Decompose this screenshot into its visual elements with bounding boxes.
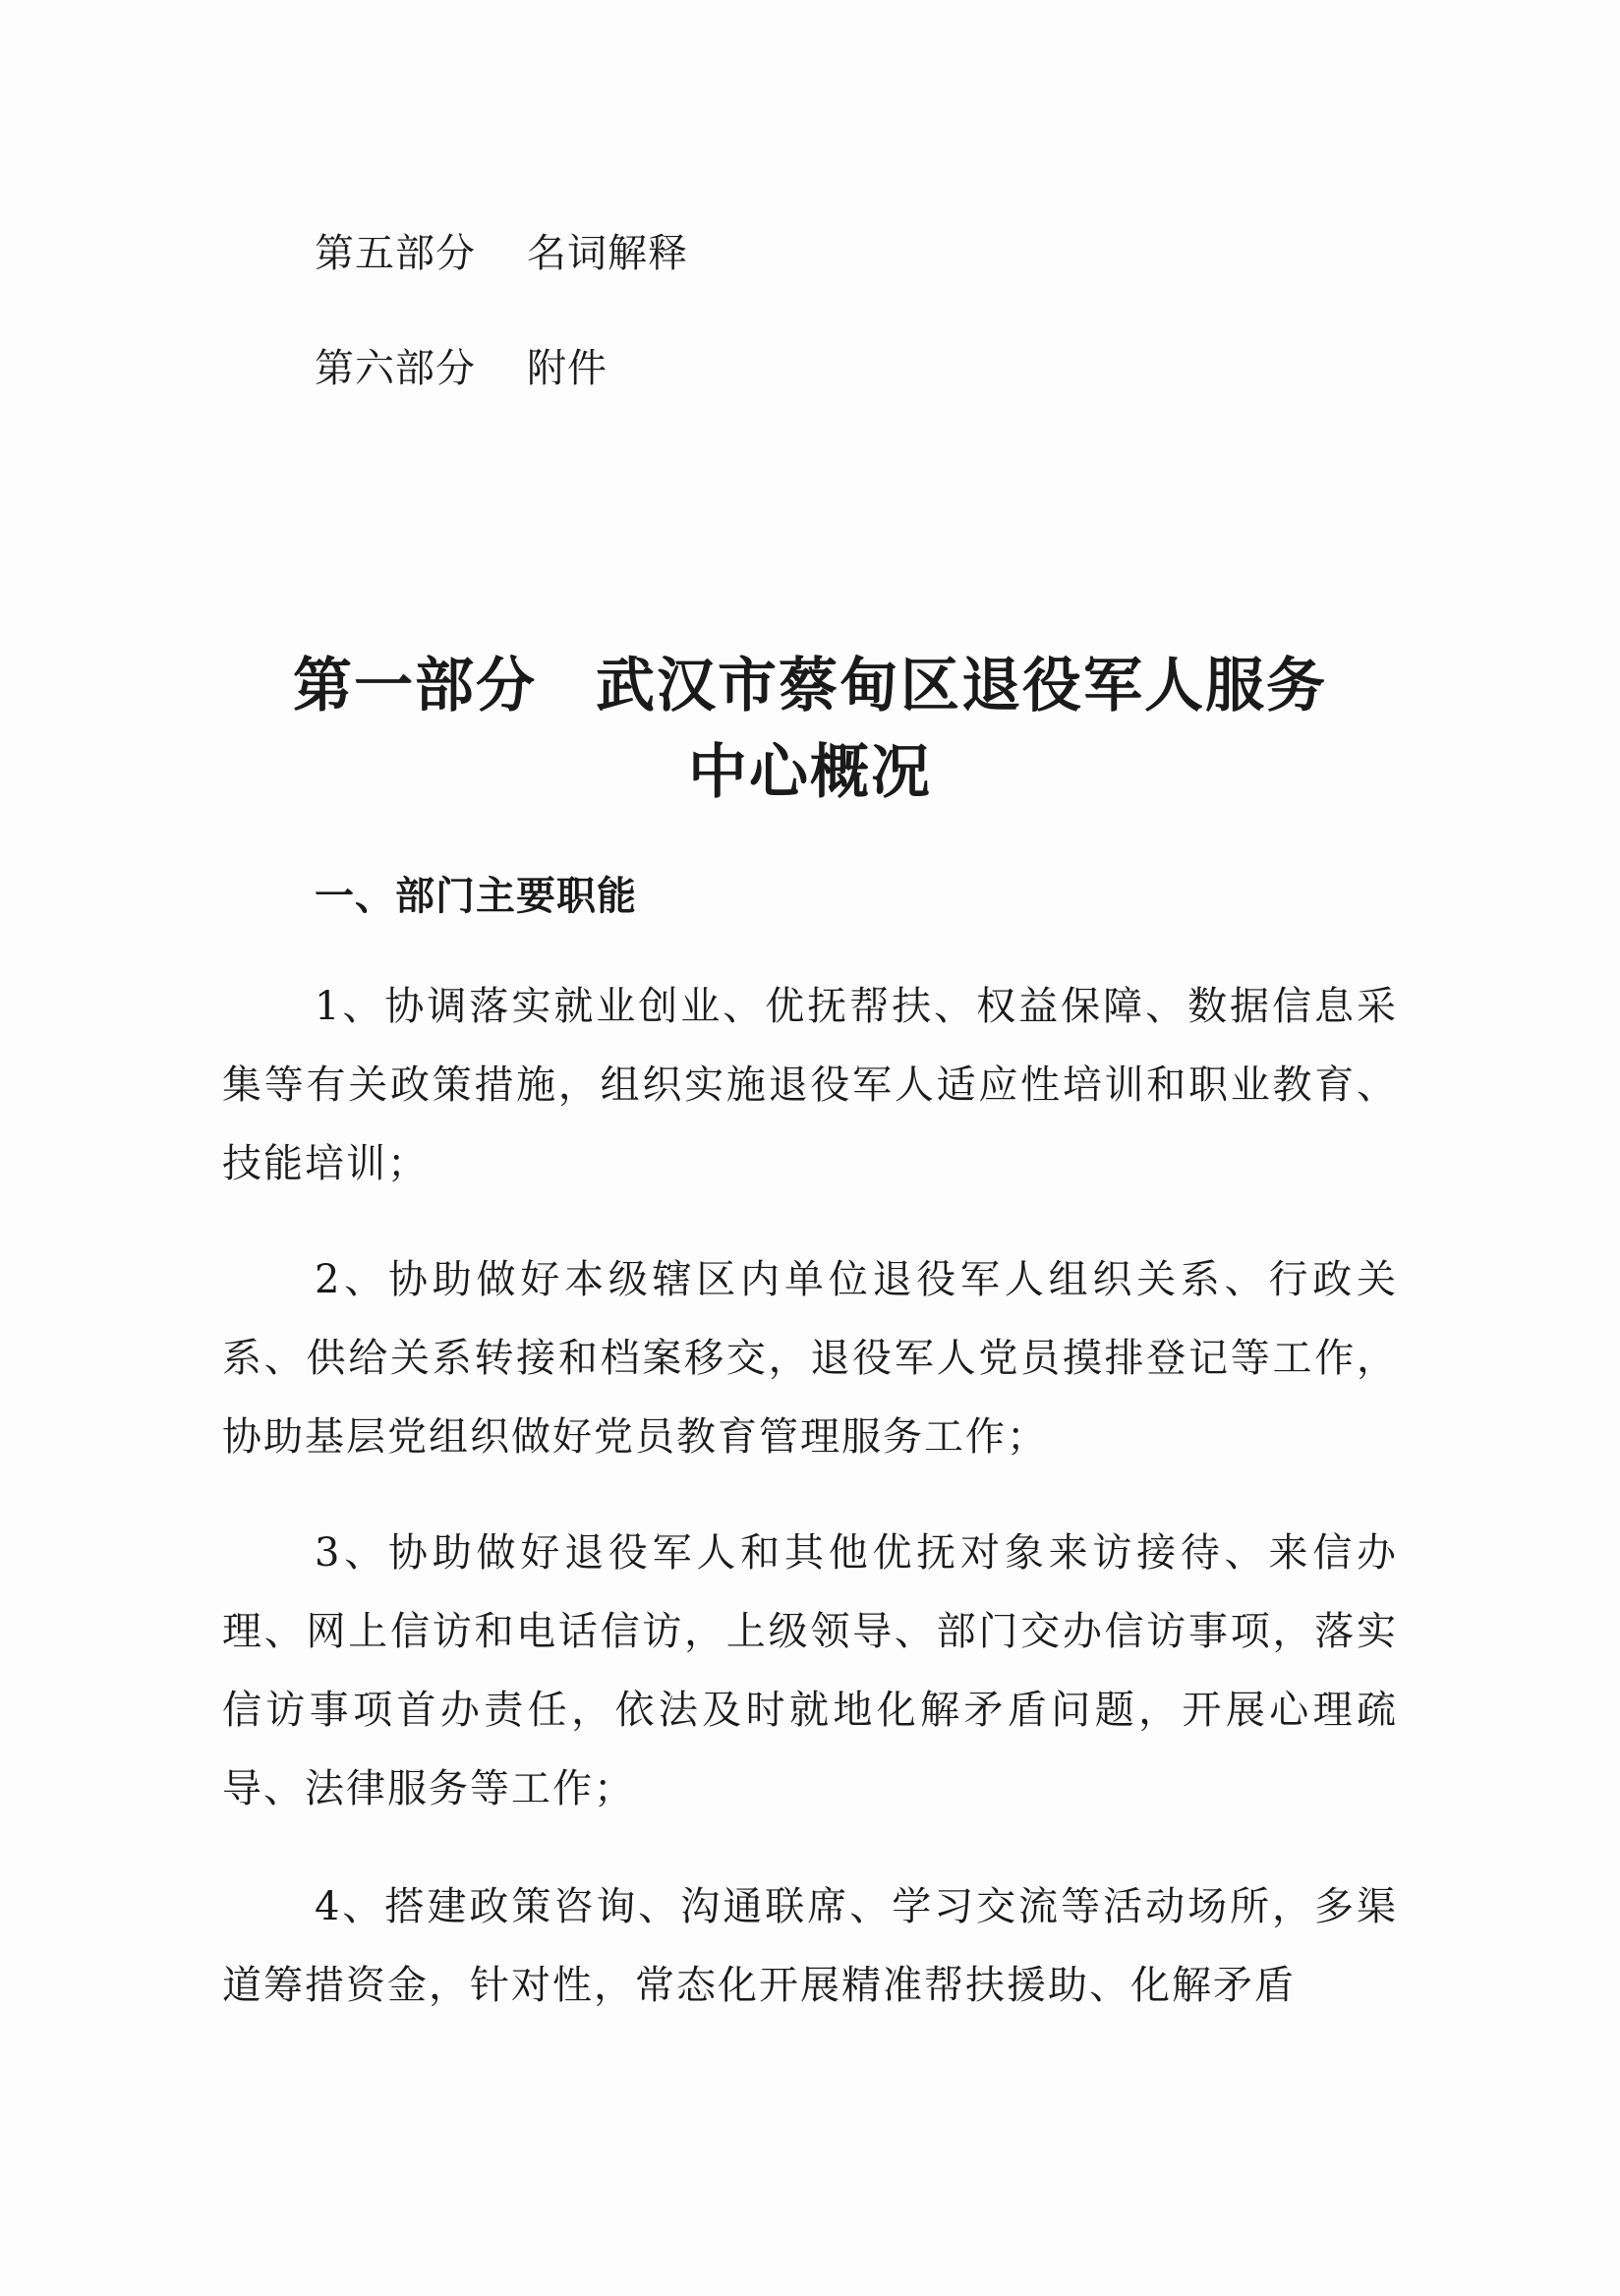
toc-part-label: 第五部分 xyxy=(315,231,476,276)
toc-part-title: 附件 xyxy=(527,346,608,391)
paragraph-2: 2、协助做好本级辖区内单位退役军人组织关系、行政关系、供给关系转接和档案移交，退役军人党员摸排登记等工作，协助基层党组织做好党员教育管理服务工作； xyxy=(222,1257,1398,1460)
section-title-text-cont: 中心概况 xyxy=(688,738,932,807)
paragraph-4: 4、搭建政策咨询、沟通联席、学习交流等活动场所，多渠道筹措资金，针对性，常态化开展精准帮扶援助、化解矛盾 xyxy=(222,1884,1398,2008)
subheading: 一、部门主要职能 xyxy=(315,873,637,919)
section-title-line-2 xyxy=(0,725,1620,810)
paragraph-1: 1、协调落实就业创业、优抚帮扶、权益保障、数据信息采集等有关政策措施，组织实施退役军人适应性培训和职业教育、技能培训； xyxy=(222,984,1398,1186)
section-title-line-1 xyxy=(0,639,1620,723)
toc-entry-part-6 xyxy=(315,337,608,393)
section-title-part: 第一部分 xyxy=(293,652,537,720)
paragraph-3: 3、协助做好退役军人和其他优抚对象来访接待、来信办理、网上信访和电话信访，上级领导、部门交办信访事项，落实信访事项首办责任，依法及时就地化解矛盾问题，开展心理疏导、法律服务等工作； xyxy=(222,1530,1398,1811)
section-title-text: 武汉市蔡甸区退役军人服务 xyxy=(596,652,1327,720)
toc-part-title: 名词解释 xyxy=(527,231,688,276)
toc-entry-part-5 xyxy=(315,222,688,278)
toc-part-label: 第六部分 xyxy=(315,346,476,391)
